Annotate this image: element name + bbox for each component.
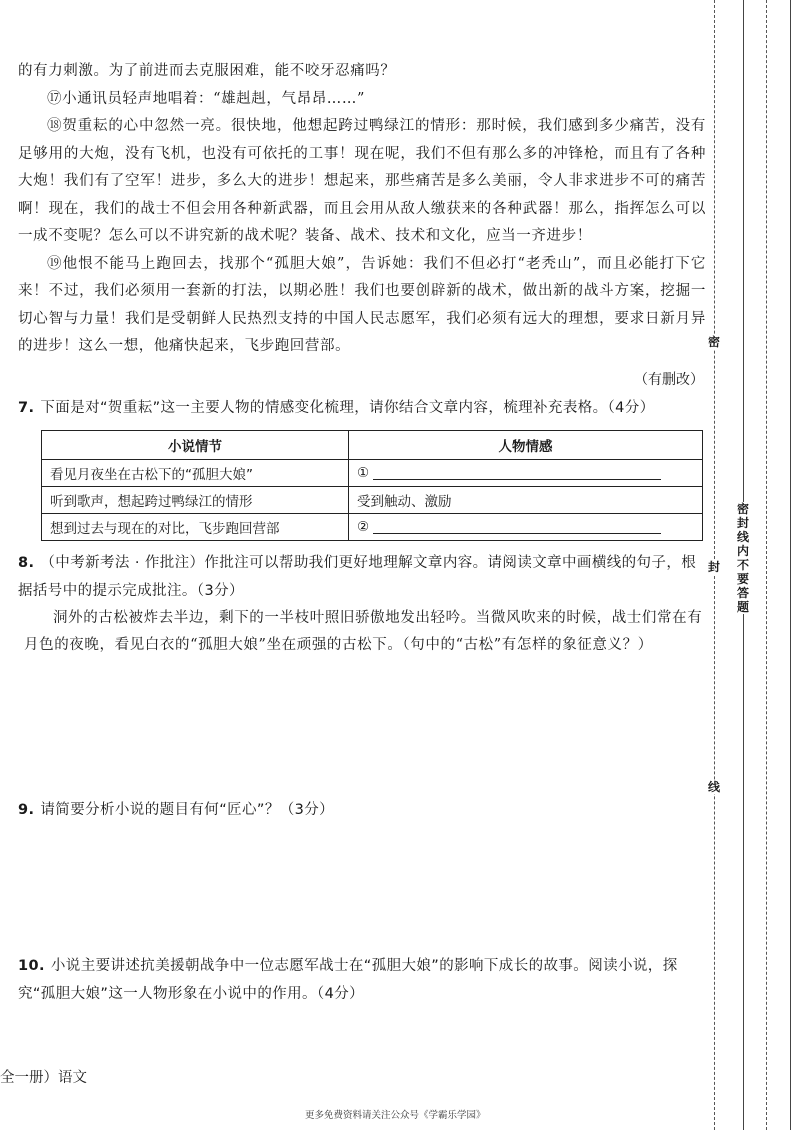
question-10-text: 小说主要讲述抗美援朝战争中一位志愿军战士在“孤胆大娘”的影响下成长的故事。阅读小说，探究“孤胆大娘”这一人物形象在小说中的作用。（4分） — [18, 957, 678, 1002]
table-cell-plot: 听到歌声，想起跨过鸭绿江的情形 — [42, 486, 349, 513]
question-7 — [18, 394, 706, 422]
table-cell-plot: 看见月夜坐在古松下的“孤胆大娘” — [42, 459, 349, 486]
answer-marker: ② — [357, 518, 370, 535]
question-9-number: 9. — [18, 801, 35, 818]
content-area — [18, 58, 706, 1008]
margin-warning: 密封线内不要答题 — [736, 502, 749, 614]
passage-paragraph-19: ⑲他恨不能马上跑回去，找那个“孤胆大娘”，告诉她：我们不但必打“老秃山”，而且必能打下它来！不过，我们必须用一套新的打法，以期必胜！我们也要创辟新的战术，做出新的战斗方案，挖掘一切心智与力量！我们是受朝鲜人民热烈支持的中国人民志愿军，我们必须有远大的理想，要求日新月异的进步！这么一想，他痛快起来，飞步跑回营部。 — [18, 255, 706, 354]
passage-paragraph-17: ⑰小通讯员轻声地唱着：“雄赳赳，气昂昂……” — [47, 90, 366, 107]
footer-note: 更多免费资料请关注公众号《学霸乐学园》 — [305, 1110, 486, 1121]
question-10-number: 10. — [18, 957, 45, 974]
margin-mark-xian: 线 — [707, 780, 720, 794]
binding-line-edge — [790, 0, 791, 1130]
emotion-table — [41, 430, 703, 541]
table-cell-emotion[interactable] — [349, 459, 703, 486]
answer-marker: ① — [357, 464, 370, 481]
question-7-number: 7. — [18, 399, 35, 416]
table-header-row — [42, 430, 703, 459]
question-9-text: 请简要分析小说的题目有何“匠心”？（3分） — [40, 801, 335, 818]
passage-paragraph-16-end: 的有力刺激。为了前进而去克服困难，能不咬牙忍痛吗？ — [18, 63, 396, 79]
question-8-text: （中考新考法 · 作批注）作批注可以帮助我们更好地理解文章内容。请阅读文章中画横线的句子，根据括号中的提示完成批注。（3分） — [18, 554, 697, 599]
binding-margin — [712, 0, 800, 1130]
answer-space-8[interactable] — [18, 660, 706, 796]
question-10 — [18, 952, 706, 1008]
source-note: （有删改） — [634, 371, 704, 388]
answer-blank-1[interactable] — [373, 465, 661, 480]
question-8-excerpt: 洞外的古松被炸去半边，剩下的一半枝叶照旧骄傲地发出轻吟。当微风吹来的时候，战士们常在有月色的夜晚，看见白衣的“孤胆大娘”坐在顽强的古松下。（句中的“古松”有怎样的象征意义？） — [24, 609, 703, 653]
margin-mark-mi: 密 — [707, 335, 720, 349]
table-header-plot: 小说情节 — [42, 430, 349, 459]
answer-space-9[interactable] — [18, 824, 706, 952]
binding-line-outer — [766, 0, 767, 1130]
table-cell-plot: 想到过去与现在的对比，飞步跑回营部 — [42, 513, 349, 540]
table-row — [42, 459, 703, 486]
passage-paragraph-18: ⑱贺重耘的心中忽然一亮。很快地，他想起跨过鸭绿江的情形：那时候，我们感到多少痛苦，没有足够用的大炮，没有飞机，也没有可依托的工事！现在呢，我们不但有那么多的冲锋枪，而且有了各种大炮！我们有了空军！进步，多么大的进步！想起来，那些痛苦是多么美丽，令人非求进步不可的痛苦啊！现在，我们的战士不但会用各种新武器，而且会用从敌人缴获来的各种武器！那么，指挥怎么可以一成不变呢？怎么可以不讲究新的战术呢？装备、战术、技术和文化，应当一齐进步！ — [18, 118, 706, 244]
table-cell-emotion[interactable] — [349, 513, 703, 540]
question-8-number: 8. — [18, 554, 35, 571]
margin-mark-feng: 封 — [707, 560, 720, 574]
table-cell-emotion: 受到触动、激励 — [349, 486, 703, 513]
question-7-text: 下面是对“贺重耘”这一主要人物的情感变化梳理，请你结合文章内容，梳理补充表格。（4分） — [40, 399, 655, 416]
book-title-footer: 全一册）语文 — [0, 1070, 87, 1086]
table-header-emotion: 人物情感 — [349, 430, 703, 459]
question-8 — [18, 549, 706, 605]
question-9 — [18, 796, 706, 824]
table-row — [42, 513, 703, 540]
answer-blank-2[interactable] — [373, 519, 661, 534]
table-row — [42, 486, 703, 513]
